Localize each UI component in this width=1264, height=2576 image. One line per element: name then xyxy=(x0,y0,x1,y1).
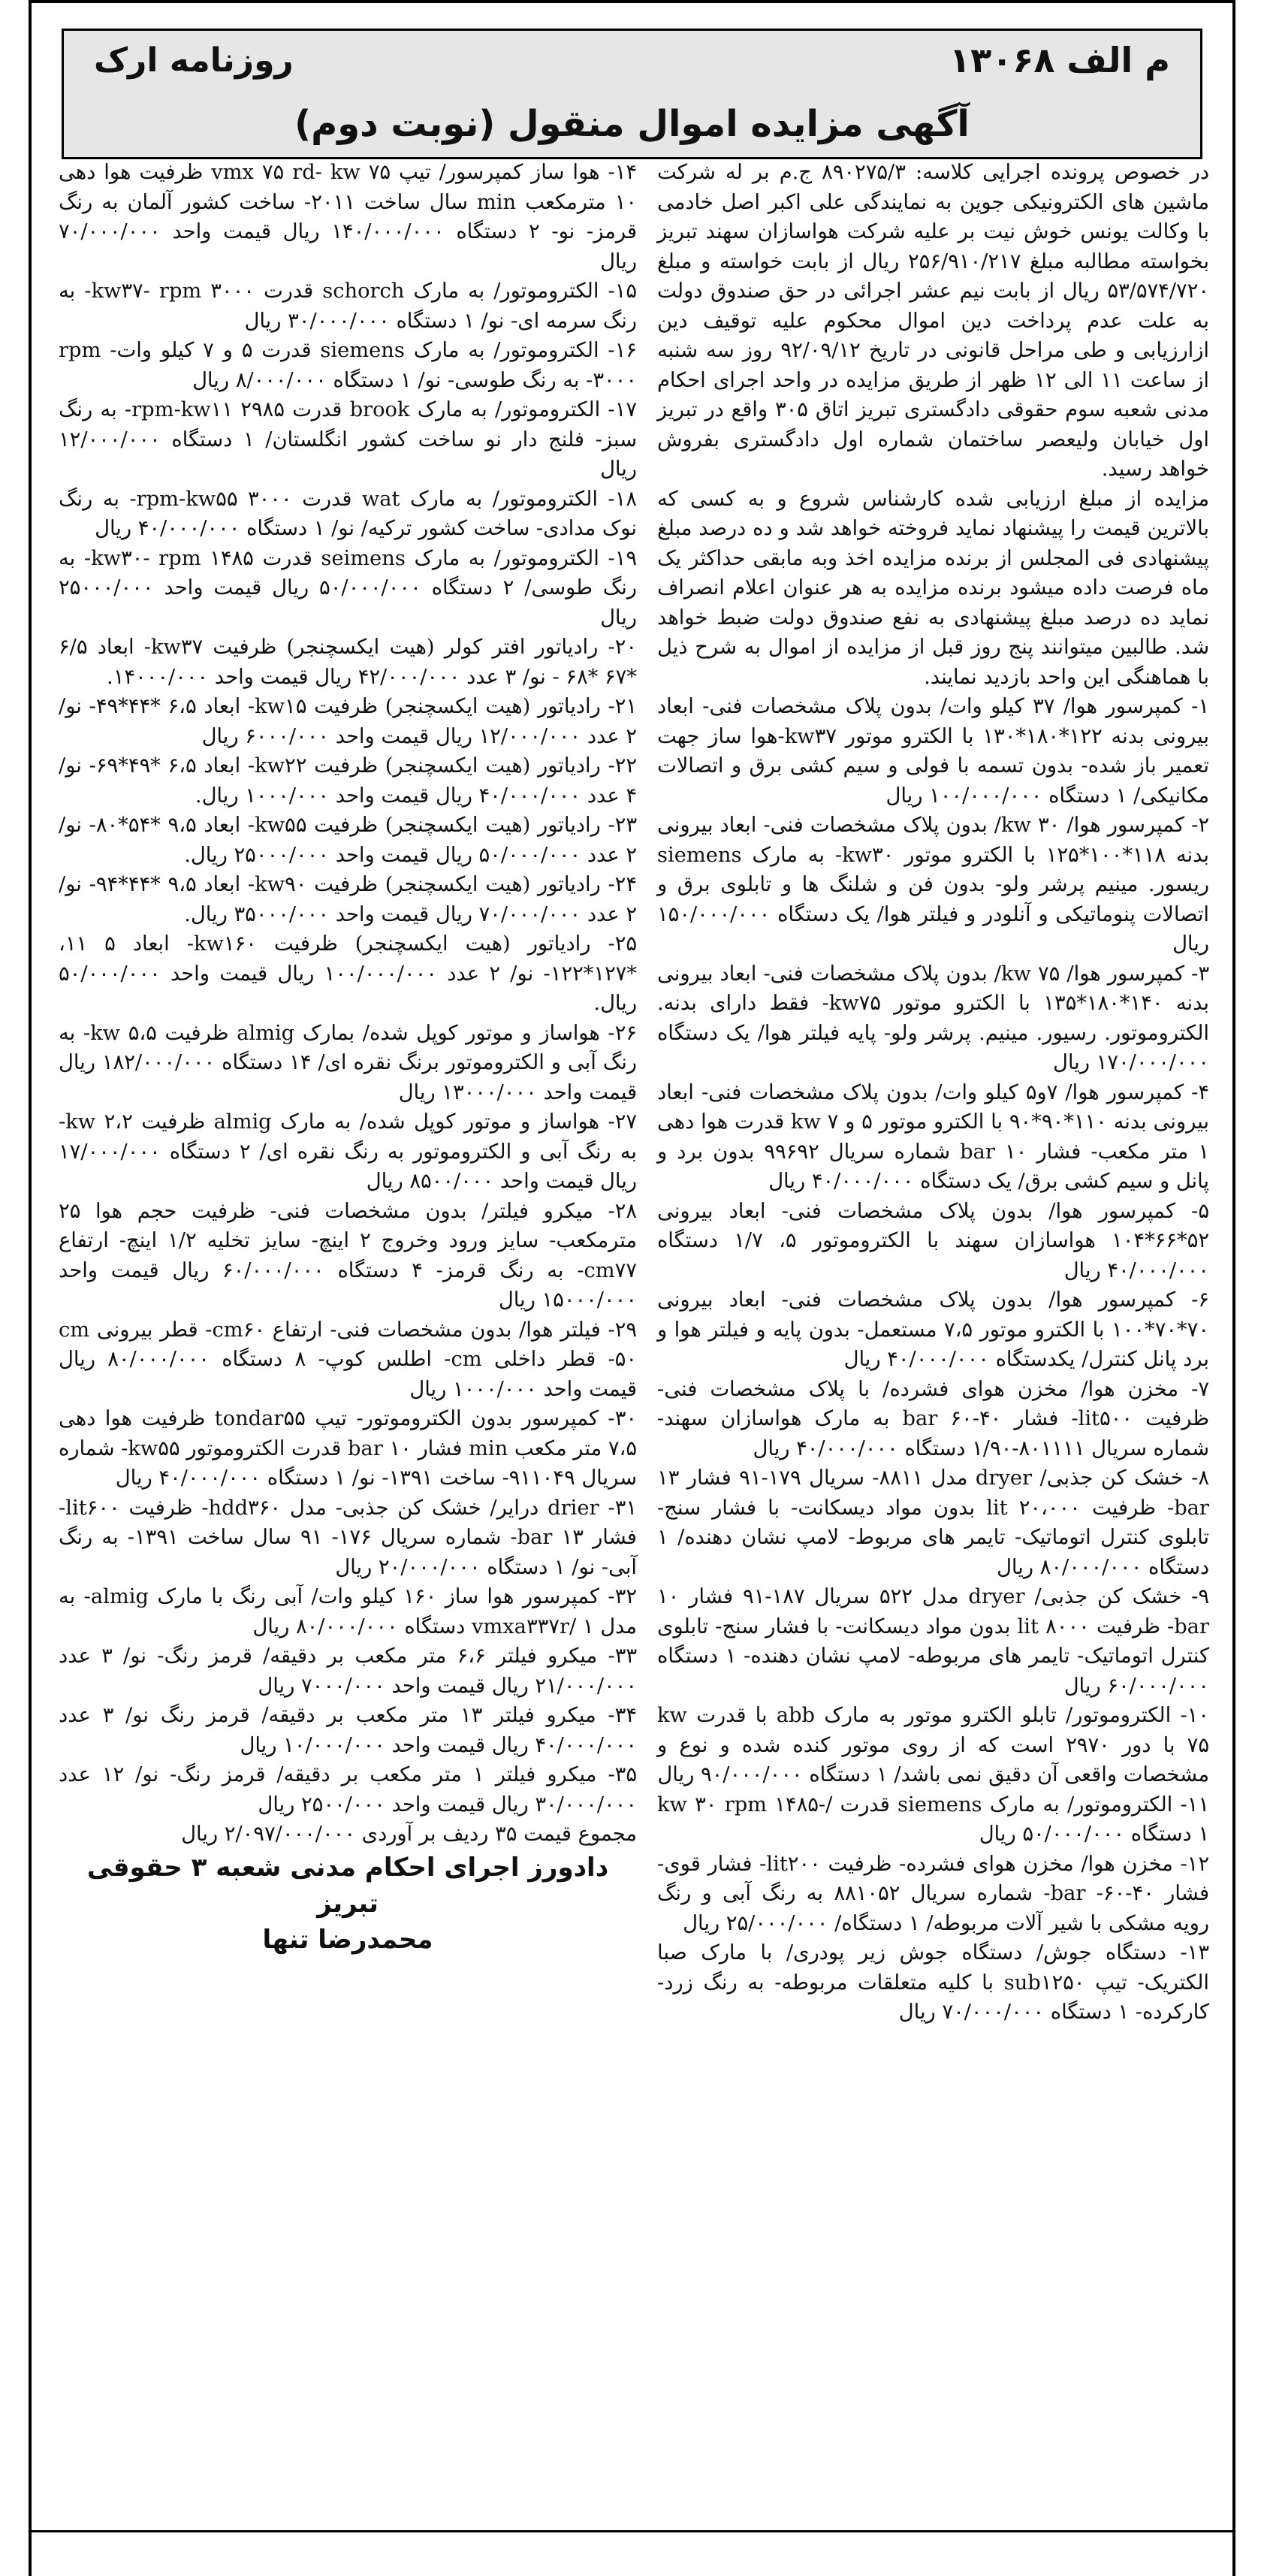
newspaper-name: روزنامه ارک xyxy=(94,41,294,80)
signature-title: دادورز اجرای احکام مدنی شعبه ۳ حقوقی تبریز xyxy=(86,1852,609,1919)
list-item: ۲- کمپرسور هوا/ ۳۰ kw/ بدون پلاک مشخصات فنی- ابعاد بیرونی بدنه ۱۱۸*۱۰۰*۱۲۵ با الکترو موتور kw۳۰- به مارک siemens ریسور. مینیم پرشر ولو- بدون فن و شلنگ ها و تابلوی برق و اتصالات پنوماتیکی و آنلودر و فیلتر هوا/ یک دستگاه ۱۵۰/۰۰۰/۰۰۰ ریال xyxy=(657,814,1209,956)
list-item: ۱۱- الکتروموتور/ به مارک siemens قدرت kw ۳۰ rpm ۱۴۸۵-/ ۱ دستگاه ۵۰/۰۰۰/۰۰۰ ریال xyxy=(657,1792,1209,1846)
list-item: ۲۰- رادیاتور افتر کولر (هیت ایکسچنجر) ظرفیت kw۳۷- ابعاد ۶/۵ *۶۷ *۶۸ - نو/ ۳ عدد ۴۲/۰۰۰/۰۰۰ ریال قیمت واحد ۱۴۰۰۰/۰۰۰. xyxy=(59,636,637,689)
left-column xyxy=(59,158,637,1958)
list-item: ۱۹- الکتروموتور/ به مارک seimens قدرت kw۳۰- rpm ۱۴۸۵- به رنگ طوسی/ ۲ دستگاه ۵۰/۰۰۰/۰۰۰ ریال قیمت واحد ۲۵۰۰۰/۰۰۰ ریال xyxy=(59,546,637,630)
terms-paragraph: مزایده از مبلغ ارزیابی شده کارشناس شروع و به کسی که بالاترین قیمت را پیشنهاد نماید فروخته خواهد شد و ده درصد مبلغ پیشنهادی فی المجلس از برنده مزایده اخذ وبه مابقی حداکثر یک ماه فرصت داده میشود برنده مزایده به هر عنوان اعلام انصراف نماید ده درصد مبلغ پیشنهادی به نفع صندوق دولت ضبط خواهد شد. طالبین میتوانند پنج روز قبل از مزایده از اموال به شرح ذیل با هماهنگی این واحد بازدید نمایند. xyxy=(657,487,1209,689)
list-item: ۲۳- رادیاتور (هیت ایکسچنجر) ظرفیت kw۵۵- ابعاد ۹،۵ *۵۴*۸۰- نو/ ۲ عدد ۵۰/۰۰۰/۰۰۰ ریال قیمت واحد ۲۵۰۰۰/۰۰۰ ریال. xyxy=(59,814,637,867)
list-item: ۲۴- رادیاتور (هیت ایکسچنجر) ظرفیت kw۹۰- ابعاد ۹،۵ *۴۴*۹۴- نو/ ۲ عدد ۷۰/۰۰۰/۰۰۰ ریال قیمت واحد ۳۵۰۰۰/۰۰۰ ریال. xyxy=(59,873,637,926)
list-item: ۱۴- هوا ساز کمپرسور/ تیپ vmx ۷۵ rd- kw ۷۵ ظرفیت هوا دهی ۱۰ مترمکعب min سال ساخت ۲۰۱۱- ساخت کشور آلمان به رنگ قرمز- نو- ۲ دستگاه ۱۴۰/۰۰۰/۰۰۰ ریال قیمت واحد ۷۰/۰۰۰/۰۰۰ ریال xyxy=(59,161,638,273)
list-item: ۳۵- میکرو فیلتر ۱ متر مکعب بر دقیقه/ قرمز رنگ- نو/ ۱۲ عدد ۳۰/۰۰۰/۰۰۰ ریال قیمت واحد ۲۵۰۰/۰۰۰ ریال xyxy=(59,1763,637,1816)
list-item: ۲۹- فیلتر هوا/ بدون مشخصات فنی- ارتفاع cm۶۰- قطر بیرونی cm ۵۰- قطر داخلی cm- اطلس کوپ- ۸ دستگاه ۸۰/۰۰۰/۰۰۰ ریال قیمت واحد ۱۰۰۰/۰۰۰ ریال xyxy=(59,1318,637,1401)
right-column xyxy=(657,158,1209,2028)
list-item: ۲۱- رادیاتور (هیت ایکسچنجر) ظرفیت kw۱۵- ابعاد ۶،۵ *۴۴*۴۹- نو/ ۲ عدد ۱۲/۰۰۰/۰۰۰ ریال قیمت واحد ۶۰۰۰/۰۰۰ ریال xyxy=(59,695,637,748)
frame-left-rule xyxy=(29,0,32,2576)
list-item: ۱۶- الکتروموتور/ به مارک siemens قدرت ۵ و ۷ کیلو وات- rpm ۳۰۰۰- به رنگ طوسی- نو/ ۱ دستگاه ۸/۰۰۰/۰۰۰ ریال xyxy=(59,339,637,392)
list-item: ۳- کمپرسور هوا/ kw ۷۵/ بدون پلاک مشخصات فنی- ابعاد بیرونی بدنه ۱۴۰*۱۸۰*۱۳۵ با الکترو موتور kw۷۵- فقط دارای بدنه. الکتروموتور. رسیور. مینیم. پرشر ولو- پایه فیلتر هوا/ یک دستگاه ۱۷۰/۰۰۰/۰۰۰ ریال xyxy=(657,962,1210,1074)
signature-name: محمدرضا تنها xyxy=(262,1924,433,1955)
list-item: ۱۸- الکتروموتور/ به مارک wat قدرت rpm-kw۵۵ ۳۰۰۰- به رنگ نوک مدادی- ساخت کشور ترکیه/ نو/ ۱ دستگاه ۴۰/۰۰۰/۰۰۰ ریال xyxy=(59,487,637,540)
list-item: ۵- کمپرسور هوا/ بدون پلاک مشخصات فنی- ابعاد بیرونی ۵۲*۶۶*۱۰۴ هواسازان سهند با الکتروموتور ۵، ۱/۷ دستگاه ۴۰/۰۰۰/۰۰۰ ریال xyxy=(657,1199,1209,1282)
list-item: ۲۵- رادیاتور (هیت ایکسچنجر) ظرفیت kw۱۶۰- ابعاد ۵ ۱۱، *۱۲۷*۱۲۲- نو/ ۲ عدد ۱۰۰/۰۰۰/۰۰۰ ریال قیمت واحد ۵۰/۰۰۰/۰۰۰ ریال. xyxy=(59,932,637,1015)
list-item: ۳۱- drier درایر/ خشک کن جذبی- مدل hdd۳۶۰- ظرفیت lit۶۰۰- فشار ۱۳ bar- شماره سریال ۱۷۶- ۹۱ سال ساخت ۱۳۹۱- به رنگ آبی- نو/ ۱ دستگاه ۲۰/۰۰۰/۰۰۰ ریال xyxy=(59,1496,637,1579)
frame-bottom-rule xyxy=(29,2530,1235,2532)
list-item: ۶- کمپرسور هوا/ بدون پلاک مشخصات فنی- ابعاد بیرونی ۷۰*۷۰*۱۰۰ با الکترو موتور ۷،۵ مستعمل- بدون پایه و فیلتر هوا و برد پانل کنترل/ یکدستگاه ۴۰/۰۰۰/۰۰۰ ریال xyxy=(657,1288,1209,1371)
list-item: ۷- مخزن هوا/ مخزن هوای فشرده/ با پلاک مشخصات فنی- ظرفیت lit۵۰۰- فشار bar ۶۰-۴۰ به مارک هواسازان سهند- شماره سریال ۸۰۱۱۱۱-۱/۹۰ دستگاه ۴۰/۰۰۰/۰۰۰ ریال xyxy=(657,1377,1209,1460)
list-item: ۳۰- کمپرسور بدون الکتروموتور- تیپ tondar۵۵ ظرفیت هوا دهی ۷،۵ متر مکعب min فشار ۱۰ bar قدرت الکتروموتور kw۵۵- شماره سریال ۹۱۱۰۴۹- ساخت ۱۳۹۱- نو/ ۱ دستگاه ۴۰/۰۰۰/۰۰۰ ریال xyxy=(59,1407,637,1490)
list-item: ۱۳- دستگاه جوش/ دستگاه جوش زیر پودری/ با مارک صبا الکتریک- تیپ sub۱۲۵۰ با کلیه متعلقات مربوطه- به رنگ زرد- کارکرده- ۱ دستگاه ۷۰/۰۰۰/۰۰۰ ریال xyxy=(657,1941,1209,2024)
list-item: ۱۰- الکتروموتور/ تابلو الکترو موتور به مارک abb با قدرت kw ۷۵ با دور ۲۹۷۰ است که از روی موتور کنده شده و نوع و مشخصات واقعی آن دقیق نمی باشد/ ۱ دستگاه ۹۰/۰۰۰/۰۰۰ ریال xyxy=(657,1704,1209,1786)
frame-right-rule xyxy=(1232,0,1235,2576)
list-item: ۲۷- هواساز و موتور کوپل شده/ به مارک almig ظرفیت ۲،۲ kw- به رنگ آبی و الکتروموتور به رنگ نقره ای/ ۲ دستگاه ۱۷/۰۰۰/۰۰۰ ریال قیمت واحد ۸۵۰۰/۰۰۰ ریال xyxy=(59,1110,637,1193)
notice-title: آگهی مزایده اموال منقول (نوبت دوم) xyxy=(294,103,970,145)
total-line: مجموع قیمت ۳۵ ردیف بر آوردی ۲/۰۹۷/۰۰۰/۰۰۰ ریال xyxy=(181,1823,637,1846)
list-item: ۴- کمپرسور هوا/ ۷و۵ کیلو وات/ بدون پلاک مشخصات فنی- ابعاد بیرونی بدنه ۱۱۰*۹۰*۹۰ با الکترو موتور ۵ و ۷ kw قدرت هوا دهی ۱ متر مکعب- فشار ۱۰ bar شماره سریال ۹۹۶۹۲ بدون برد و پانل و سیم کشی برق/ یک دستگاه ۴۰/۰۰۰/۰۰۰ ریال xyxy=(657,1080,1209,1193)
list-item: ۸- خشک کن جذبی/ dryer مدل ۸۸۱۱- سریال ۱۷۹-۹۱ فشار ۱۳ bar- ظرفیت lit ۲۰،۰۰۰ بدون مواد دیسکانت- با فشار سنج- تابلوی کنترل اتوماتیک- تایمر های مربوط- لامپ نشان دهنده/ ۱ دستگاه ۸۰/۰۰۰/۰۰۰ ریال xyxy=(657,1466,1209,1579)
frame-top-rule xyxy=(29,0,1235,3)
list-item: ۳۴- میکرو فیلتر ۱۳ متر مکعب بر دقیقه/ قرمز رنگ نو/ ۳ عدد ۴۰/۰۰۰/۰۰۰ ریال قیمت واحد ۱۰/۰۰۰/۰۰۰ ریال xyxy=(59,1704,637,1757)
document-number: م الف ۱۳۰۶۸ xyxy=(949,40,1170,80)
list-item: ۱- کمپرسور هوا/ ۳۷ کیلو وات/ بدون پلاک مشخصات فنی- ابعاد بیرونی بدنه ۱۲۲*۱۸۰*۱۳۰ با الکترو موتور kw۳۷-هوا ساز جهت تعمیر باز شده- بدون تسمه با فولی و سیم کشی برق و اتصالات مکانیکی/ ۱ دستگاه ۱۰۰/۰۰۰/۰۰۰ ریال xyxy=(657,695,1210,808)
list-item: ۲۶- هواساز و موتور کوپل شده/ بمارک almig ظرفیت ۵،۵ kw- به رنگ آبی و الکتروموتور برنگ نقره ای/ ۱۴ دستگاه ۱۸۲/۰۰۰/۰۰۰ ریال قیمت واحد ۱۳۰۰۰/۰۰۰ ریال xyxy=(59,1021,637,1104)
list-item: ۹- خشک کن جذبی/ dryer مدل ۵۲۲ سریال ۱۸۷-۹۱ فشار ۱۰ bar- ظرفیت ۸۰۰۰ lit بدون مواد دیسکانت- با فشار سنج- تابلوی کنترل اتوماتیک- تایمر های مربوطه- لامپ نشان دهنده- ۱ دستگاه ۶۰/۰۰۰/۰۰۰ ریال xyxy=(657,1585,1209,1698)
list-item: ۳۲- کمپرسور هوا ساز ۱۶۰ کیلو وات/ آبی رنگ با مارک almig- به مدل vmxa۳۳۷r/ ۱ دستگاه ۸۰/۰۰۰/۰۰۰ ریال xyxy=(59,1585,637,1638)
list-item: ۱۲- مخزن هوا/ مخزن هوای فشرده- ظرفیت lit۲۰۰- فشار قوی- فشار bar -۶۰-۴۰- شماره سریال ۸۸۱۰۵۲ به رنگ آبی و رنگ رویه مشکی با شیر آلات مربوطه/ ۱ دستگاه/ ۲۵/۰۰۰/۰۰۰ ریال xyxy=(657,1852,1210,1935)
list-item: ۲۸- میکرو فیلتر/ بدون مشخصات فنی- ظرفیت حجم هوا ۲۵ مترمکعب- سایز ورود وخروج ۲ اینچ- سایز تخلیه ۱/۲ اینچ- ارتفاع cm۷۷- به رنگ قرمز- ۴ دستگاه ۶۰/۰۰۰/۰۰۰ ریال قیمت واحد ۱۵۰۰۰/۰۰۰ ریال xyxy=(59,1199,637,1312)
list-item: ۱۵- الکتروموتور/ به مارک schorch قدرت kw۳۷- rpm ۳۰۰۰- به رنگ سرمه ای- نو/ ۱ دستگاه ۳۰/۰۰۰/۰۰۰ ریال xyxy=(59,279,637,333)
list-item: ۲۲- رادیاتور (هیت ایکسچنجر) ظرفیت kw۲۲- ابعاد ۶،۵ *۴۹*۶۹- نو/ ۴ عدد ۴۰/۰۰۰/۰۰۰ ریال قیمت واحد ۱۰۰۰/۰۰۰ ریال. xyxy=(59,754,637,808)
list-item: ۳۳- میکرو فیلتر ۶،۶ متر مکعب بر دقیقه/ قرمز رنگ- نو/ ۳ عدد ۲۱/۰۰۰/۰۰۰ ریال قیمت واحد ۷۰۰۰/۰۰۰ ریال xyxy=(59,1644,637,1698)
list-item: ۱۷- الکتروموتور/ به مارک brook قدرت rpm-kw۱۱ ۲۹۸۵- به رنگ سبز- فلنج دار نو ساخت کشور انگلستان/ ۱ دستگاه ۱۲/۰۰۰/۰۰۰ ریال xyxy=(59,398,637,481)
notice-header xyxy=(62,29,1202,159)
intro-paragraph: در خصوص پرونده اجرایی کلاسه: ۸۹۰۲۷۵/۳ ج.م بر له شرکت ماشین های الکترونیکی جوین به نمایندگی علی اکبر اصل خادمی با وکالت یونس خوش نیت بر علیه شرکت هواسازان سهند تبریز بخواسته مطالبه مبلغ ۲۵۶/۹۱۰/۲۱۷ ریال از بابت خواسته و مبلغ ۵۳/۵۷۴/۷۲۰ ریال از بابت نیم عشر اجرائی در حق صندوق دولت به علت عدم پرداخت دین اموال محکوم علیه توقیف دین ازارزیابی و طی مراحل قانونی در تاریخ ۹۲/۰۹/۱۲ روز سه شنبه از ساعت ۱۱ الی ۱۲ ظهر از طریق مزایده در واحد اجرای احکام مدنی شعبه سوم حقوقی دادگستری تبریز اتاق ۳۰۵ واقع در تبریز اول خیابان ولیعصر ساختمان شماره اول دادگستری بفروش خواهد رسید. xyxy=(657,161,1210,481)
